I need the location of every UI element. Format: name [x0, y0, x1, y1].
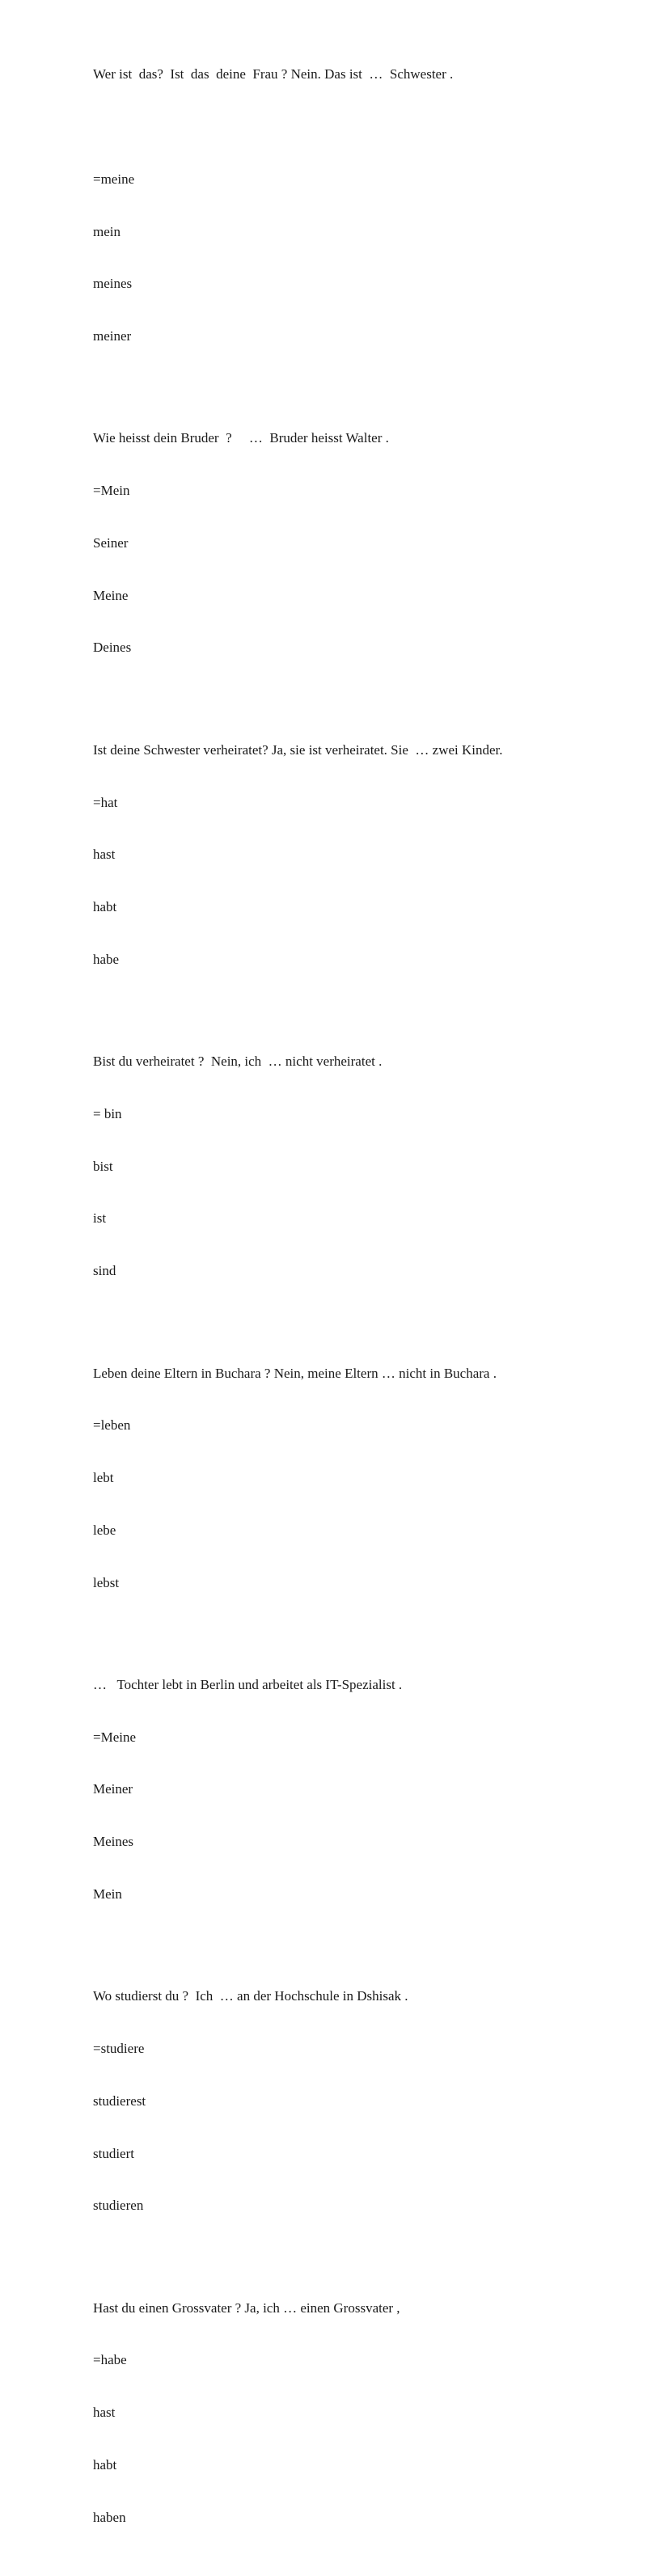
question-text: Leben deine Eltern in Buchara ? Nein, meine Eltern … nicht in Buchara . [93, 1365, 497, 1381]
question-8 [93, 2265, 611, 2561]
answer-option-correct: =studiere [93, 2041, 145, 2057]
answer-option: habt [93, 899, 117, 915]
answer-option-correct: =hat [93, 794, 118, 810]
question-1 [93, 31, 611, 380]
answer-option: habt [93, 2457, 117, 2473]
quiz-text [93, 31, 611, 2576]
answer-option-correct: =leben [93, 1417, 131, 1434]
answer-option: Deines [93, 640, 132, 656]
answer-option: ist [93, 1210, 107, 1227]
question-6 [93, 1641, 611, 1938]
answer-option: bist [93, 1158, 113, 1174]
answer-option-correct: =Meine [93, 1729, 137, 1745]
answer-option: Meine [93, 587, 129, 603]
answer-option: Mein [93, 1886, 122, 1902]
question-4 [93, 1018, 611, 1315]
question-text: Wie heisst dein Bruder ? … Bruder heisst Walter . [93, 430, 389, 446]
question-text: Hast du einen Grossvater ? Ja, ich … einen Grossvater , [93, 2299, 400, 2316]
answer-option: lebt [93, 1470, 114, 1486]
answer-option: mein [93, 223, 121, 239]
answer-option: haben [93, 2509, 126, 2525]
question-7 [93, 1953, 611, 2249]
answer-option-correct: =habe [93, 2352, 127, 2368]
question-text: Wer ist das? Ist das deine Frau ? Nein. Das ist … Schwester . [93, 66, 454, 82]
answer-option-correct: = bin [93, 1105, 122, 1121]
question-spacer [93, 118, 611, 136]
answer-option-correct: =meine [93, 171, 135, 187]
answer-option: hast [93, 2405, 116, 2421]
answer-option: hast [93, 847, 116, 863]
answer-option: meines [93, 276, 133, 292]
answer-option: studiert [93, 2145, 134, 2161]
question-text: … Tochter lebt in Berlin und arbeitet als IT-Spezialist . [93, 1676, 403, 1692]
answer-option: studierest [93, 2092, 146, 2109]
question-5 [93, 1329, 611, 1626]
answer-option: meiner [93, 328, 132, 344]
answer-option: Meiner [93, 1781, 133, 1797]
question-text: Ist deine Schwester verheiratet? Ja, sie ist verheiratet. Sie … zwei Kinder. [93, 741, 503, 758]
question-2 [93, 395, 611, 691]
answer-option: lebe [93, 1522, 116, 1538]
question-3 [93, 707, 611, 1003]
question-text: Wo studierst du ? Ich … an der Hochschule in Dshisak . [93, 1988, 408, 2004]
answer-option: sind [93, 1263, 116, 1279]
answer-option-correct: =Mein [93, 483, 130, 499]
answer-option: habe [93, 951, 120, 967]
answer-option: lebst [93, 1574, 120, 1590]
answer-option: Meines [93, 1834, 134, 1850]
question-text: Bist du verheiratet ? Nein, ich … nicht verheiratet . [93, 1054, 383, 1070]
answer-option: studieren [93, 2198, 144, 2214]
answer-option: Seiner [93, 534, 129, 551]
